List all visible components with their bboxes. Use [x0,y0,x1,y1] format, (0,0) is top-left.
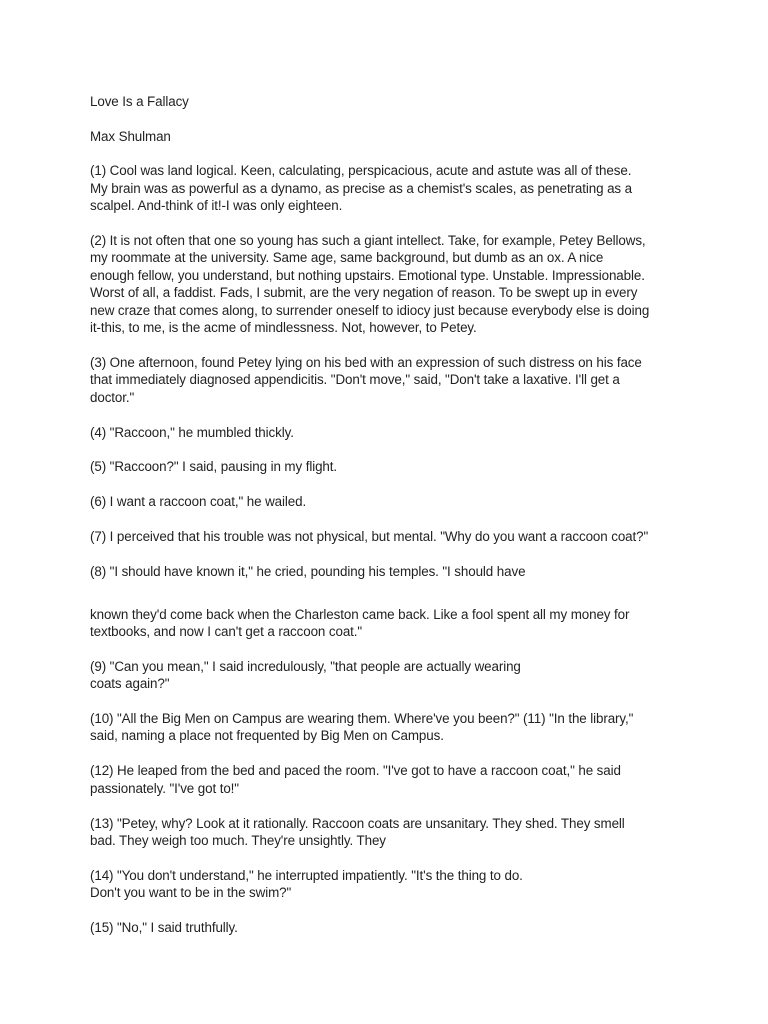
paragraph-line: said, naming a place not frequented by Big Men on Campus. [90,728,444,744]
paragraph-line: it-this, to me, is the acme of mindlessness. Not, however, to Petey. [90,320,477,335]
paragraph-line: (10) "All the Big Men on Campus are wearing them. Where've you been?" (11) "In the library," [90,711,634,727]
paragraph-line: (5) "Raccoon?" I said, pausing in my flight. [90,459,338,475]
paragraph-line: (8) "I should have known it," he cried, pounding his temples. "I should have [90,564,526,580]
paragraph-2 [90,232,690,336]
paragraph-line: bad. They weigh too much. They're unsightly. They [90,833,386,849]
paragraph-line: enough fellow, you understand, but nothing upstairs. Emotional type. Unstable. Impressionable. [90,267,645,283]
paragraph-line: Don't you want to be in the swim?" [90,885,292,901]
paragraph-10 [90,710,690,745]
paragraph-line: (6) I want a raccoon coat," he wailed. [90,494,307,510]
paragraph-9 [90,658,690,693]
paragraph-line: (12) He leaped from the bed and paced the room. "I've got to have a raccoon coat," he said [90,763,621,779]
paragraph-line: (14) "You don't understand," he interrupted impatiently. "It's the thing to do. [90,867,523,883]
paragraph-5 [90,458,690,475]
paragraph-line: my roommate at the university. Same age, same background, but dumb as an ox. A nice [90,250,604,266]
paragraph-15 [90,919,690,936]
paragraph-13 [90,815,690,850]
paragraph-4 [90,424,690,441]
paragraph-12 [90,762,690,797]
paragraph-6 [90,493,690,510]
paragraph-8-continued [90,606,690,641]
paragraph-1 [90,162,690,214]
paragraph-7 [90,528,690,545]
paragraph-line: coats again?" [90,676,170,692]
paragraph-line: passionately. "I've got to!" [90,780,239,796]
document-title: Love Is a Fallacy [90,94,189,109]
paragraph-line: doctor." [90,389,135,405]
document-author: Max Shulman [90,128,171,144]
paragraph-line: textbooks, and now I can't get a raccoon coat." [90,623,363,639]
document-body [90,93,690,937]
paragraph-14 [90,867,690,902]
paragraph-3 [90,354,690,406]
paragraph-line: (4) "Raccoon," he mumbled thickly. [90,424,294,440]
paragraph-8 [90,563,690,580]
paragraph-line: (13) "Petey, why? Look at it rationally. Raccoon coats are unsanitary. They shed. They smell [90,815,625,831]
paragraph-line: Worst of all, a faddist. Fads, I submit, are the very negation of reason. To be swept up in every [90,285,638,301]
paragraph-line: (9) "Can you mean," I said incredulously, "that people are actually wearing [90,658,521,674]
paragraph-line: (3) One afternoon, found Petey lying on his bed with an expression of such distress on his face [90,354,642,370]
paragraph-line: scalpel. And-think of it!-I was only eighteen. [90,198,343,214]
paragraph-line: new craze that comes along, to surrender oneself to idiocy just because everybody else is doing [90,302,650,318]
paragraph-line: known they'd come back when the Charleston came back. Like a fool spent all my money for [90,606,630,622]
paragraph-line: that immediately diagnosed appendicitis. "Don't move," said, "Don't take a laxative. I'll get a [90,372,620,388]
paragraph-line: (2) It is not often that one so young has such a giant intellect. Take, for example, Petey Bellows, [90,233,646,249]
paragraph-line: (15) "No," I said truthfully. [90,920,238,936]
paragraph-line: My brain was as powerful as a dynamo, as precise as a chemist's scales, as penetrating as a [90,180,632,196]
paragraph-line: (1) Cool was land logical. Keen, calculating, perspicacious, acute and astute was all of these. [90,163,632,179]
paragraph-line: (7) I perceived that his trouble was not physical, but mental. "Why do you want a raccoon coat?" [90,529,649,545]
